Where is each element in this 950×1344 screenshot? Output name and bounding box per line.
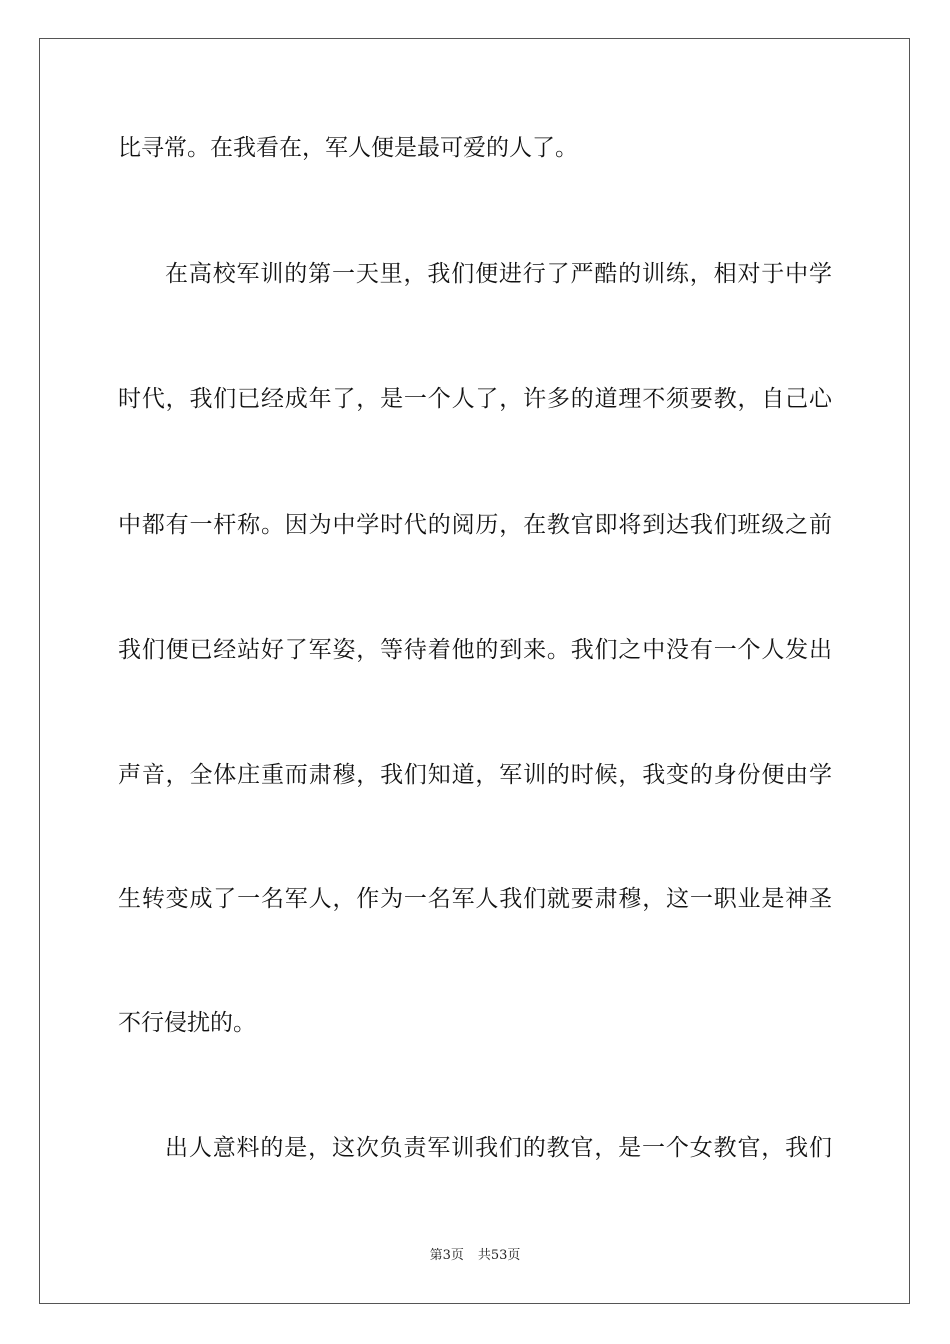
paragraph-line: 生转变成了一名军人，作为一名军人我们就要肃穆，这一职业是神圣 [118,886,832,912]
page-number: 第3页 [429,1248,464,1263]
paragraph-line: 声音，全体庄重而肃穆，我们知道，军训的时候，我变的身份便由学 [118,762,832,788]
paragraph-line: 时代，我们已经成年了，是一个人了，许多的道理不须要教，自己心 [118,386,832,412]
paragraph-line: 出人意料的是，这次负责军训我们的教官，是一个女教官，我们 [165,1135,832,1161]
paragraph-line: 中都有一杆称。因为中学时代的阅历，在教官即将到达我们班级之前 [118,512,832,538]
page-footer [0,1246,950,1266]
paragraph-line: 我们便已经站好了军姿，等待着他的到来。我们之中没有一个人发出 [118,637,832,663]
page-total: 共53页 [477,1248,521,1263]
paragraph-line: 在高校军训的第一天里，我们便进行了严酷的训练，相对于中学 [165,261,832,287]
paragraph-line: 比寻常。在我看在，军人便是最可爱的人了。 [118,135,578,161]
page-border [39,38,910,1304]
paragraph-line: 不行侵扰的。 [118,1010,256,1036]
